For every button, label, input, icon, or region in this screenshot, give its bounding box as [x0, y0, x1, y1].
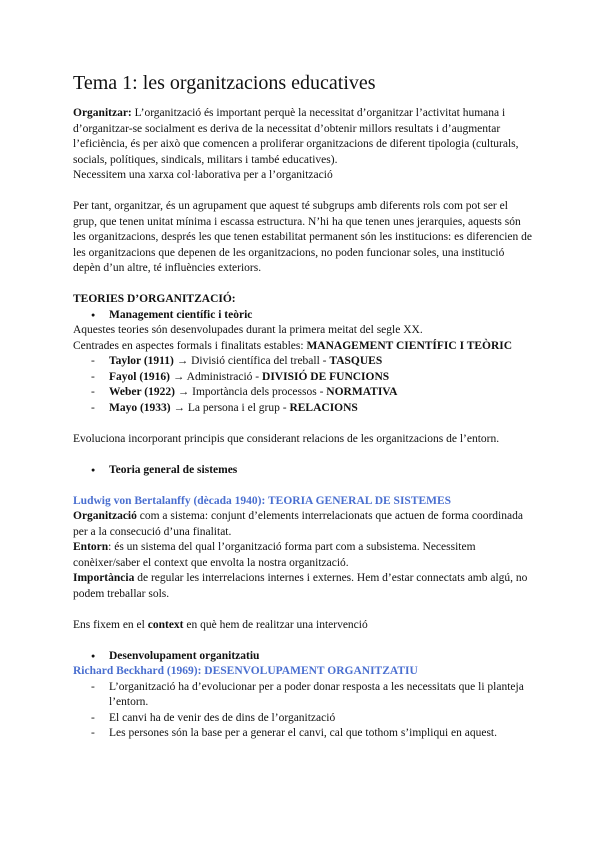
importancia-text: de regular les interrelacions internes i externes. Hem d’estar connectats amb algú, no podem treballar sols.	[73, 572, 528, 600]
author-desc: La persona i el grup -	[187, 401, 290, 414]
arrow-icon: →	[170, 370, 187, 383]
author-tag: NORMATIVA	[326, 386, 398, 398]
bullet-sistemes: ● Teoria general de sistemes	[73, 463, 533, 479]
evoluciona-line: Evoluciona incorporant principis que considerant relacions de les organitzacions de l’entorn.	[73, 432, 500, 445]
entorn-text: : és un sistema del qual l’organització forma part com a subsistema. Necessitem conèixer/saber el context que envolta la nostra organització.	[73, 541, 476, 569]
author-tag: TASQUES	[329, 355, 383, 367]
list-item	[73, 354, 533, 370]
author-tag: DIVISIÓ DE FUNCIONS	[262, 370, 390, 383]
arrow-icon: →	[173, 355, 192, 367]
teories-line2-bold: MANAGEMENT CIENTÍFIC I TEÒRIC	[306, 339, 513, 352]
author-desc: Administració -	[186, 370, 263, 383]
organitzacio-text: com a sistema: conjunt d’elements interrelacionats que actuen de forma coordinada per a la consecució d’una finalitat.	[73, 510, 523, 538]
importancia-label: Importància	[73, 572, 135, 584]
list-item	[73, 401, 533, 417]
list-item: - L’organització ha d’evolucionar per a poder donar resposta a les necessitats que li planteja l’entorn.	[73, 680, 533, 711]
entorn-paragraph	[73, 540, 533, 571]
author-name: Fayol (1916)	[109, 370, 171, 383]
importancia-paragraph	[73, 571, 533, 602]
list-item	[73, 385, 533, 401]
teories-heading: TEORIES D’ORGANITZACIÓ:	[73, 293, 236, 305]
document-page	[73, 70, 533, 742]
author-name: Mayo (1933)	[109, 401, 171, 414]
desenv-list	[73, 680, 533, 742]
author-tag: RELACIONS	[289, 401, 358, 414]
context-bold: context	[147, 618, 184, 631]
organitzacio-label: Organització	[73, 510, 137, 522]
desenv-bullets	[73, 649, 533, 665]
author-name: Weber (1922)	[109, 386, 175, 398]
context-post: en què hem de realitzar una intervenció	[183, 618, 368, 631]
intro-line2: Necessitem una xarxa col·laborativa per a l’organització	[73, 169, 333, 181]
page-title: Tema 1: les organitzacions educatives	[73, 72, 376, 94]
sistemes-heading: Ludwig von Bertalanffy (dècada 1940): TEORIA GENERAL DE SISTEMES	[73, 494, 452, 507]
paragraph-2: Per tant, organitzar, és un agrupament que aquest té subgrups amb diferents rols com pot ser el grup, que tenen unitat mínima i escassa estructura. N’hi ha que tenen unes jerarquies, aquests són les organitzacions, després les que tenen estabilitat permanent són les institucions: es diferencien de les organitzacions que depenen de les organitzacions, no poden funcionar soles, una institució depèn d’un altre, té influències exteriors.	[73, 200, 533, 274]
arrow-icon: →	[174, 386, 193, 398]
author-desc: Importància dels processos -	[192, 386, 327, 398]
teories-line2	[73, 339, 533, 355]
author-desc: Divisió científica del treball -	[191, 355, 330, 367]
authors-list	[73, 354, 533, 416]
teories-line1: Aquestes teories són desenvolupades durant la primera meitat del segle XX.	[73, 324, 423, 336]
intro-text: L’organització és important perquè la necessitat d’organitzar l’activitat humana i d’organitzar-se socialment es deriva de la necessitat d’obtenir millors resultats i d’augmentar l’eficiència, és per això que comencen a proliferar organitzacions de diferent tipologia (culturals, socials, polítiques, sindicals, militars i també educatives).	[73, 107, 519, 166]
teories-bullets	[73, 308, 533, 324]
list-item: - Les persones són la base per a generar el canvi, cal que tothom s’impliqui en aquest.	[73, 726, 533, 742]
entorn-label: Entorn	[73, 541, 109, 553]
arrow-icon: →	[170, 401, 188, 414]
sistemes-bullets	[73, 463, 533, 479]
list-item	[73, 370, 533, 386]
teories-line2-text: Centrades en aspectes formals i finalitats estables:	[73, 339, 307, 352]
context-line	[73, 618, 533, 634]
bullet-management: ● Management científic i teòric	[73, 308, 533, 324]
organitzacio-paragraph	[73, 509, 533, 540]
desenv-heading: Richard Beckhard (1969): DESENVOLUPAMENT ORGANITZATIU	[73, 665, 418, 677]
intro-paragraph	[73, 106, 533, 168]
list-item: - El canvi ha de venir des de dins de l’organització	[73, 711, 533, 727]
context-pre: Ens fixem en el	[73, 618, 148, 631]
author-name: Taylor (1911)	[109, 355, 174, 367]
bullet-desenv: ● Desenvolupament organitzatiu	[73, 649, 533, 665]
intro-label: Organitzar:	[73, 107, 132, 119]
